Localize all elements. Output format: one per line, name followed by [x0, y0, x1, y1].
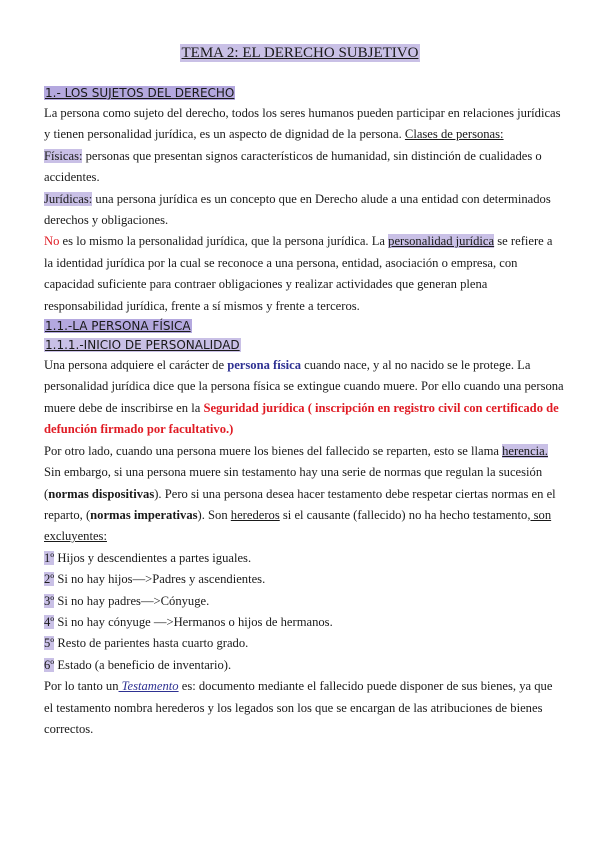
- herederos-list: [44, 548, 564, 676]
- normas-imperativas-term: normas imperativas: [90, 507, 198, 522]
- list-item: 3º Si no hay padres—>Cónyuge.: [44, 593, 210, 608]
- herencia-term: herencia.: [502, 443, 548, 458]
- section-heading-persona-fisica: 1.1.-LA PERSONA FÍSICA: [45, 319, 191, 334]
- list-item: 2º Si no hay hijos—>Padres y ascendientes.: [44, 572, 266, 587]
- paragraph-testamento: Por lo tanto un Testamento es: documento mediante el fallecido puede disponer de sus bienes, ya que el testamento nombra herederos y los legados son los que se encargan de las atribuciones de bienes correctos.: [44, 679, 553, 736]
- paragraph-juridicas: Jurídicas: una persona jurídica es un concepto que en Derecho alude a una entidad con determinados derechos y obligaciones.: [44, 191, 551, 228]
- testamento-term: Testamento: [118, 679, 179, 694]
- paragraph-intro: La persona como sujeto del derecho, todos los seres humanos pueden participar en relaciones jurídicas y tienen personalidad jurídica, es un aspecto de dignidad de la persona. Clases de personas:: [44, 106, 561, 142]
- paragraph-fisicas: Físicas: personas que presentan signos característicos de humanidad, sin distinción de cualidades o accidentes.: [44, 148, 542, 185]
- clases-label: Clases de personas:: [404, 127, 504, 142]
- juridicas-term: Jurídicas:: [44, 191, 93, 206]
- list-item: 4º Si no hay cónyuge —>Hermanos o hijos de hermanos.: [44, 614, 333, 629]
- section-heading-sujetos: 1.- LOS SUJETOS DEL DERECHO: [45, 86, 235, 100]
- paragraph-persona-fisica: Una persona adquiere el carácter de persona física cuando nace, y al no nacido se le protege. La personalidad jurídica dice que la persona física se extingue cuando muere. Por ello cuando una persona muere debe de inscribirse en la Seguridad jurídica ( inscripción en registro civil con certificado de defunción firmado por facultativo.): [44, 358, 564, 437]
- list-item: 6º Estado (a beneficio de inventario).: [44, 657, 232, 672]
- excluyentes-label: son excluyentes:: [44, 507, 552, 544]
- fisicas-term: Físicas:: [44, 148, 83, 163]
- list-item: 1º Hijos y descendientes a partes iguales.: [44, 550, 252, 565]
- document-body: [44, 84, 564, 740]
- persona-fisica-term: persona física: [227, 358, 302, 373]
- herederos-term: herederos: [230, 507, 280, 522]
- list-item: 5º Resto de parientes hasta cuarto grado.: [44, 636, 249, 651]
- seguridad-juridica-text: Seguridad jurídica ( inscripción en registro civil con certificado de defunción firmado por facultativo.): [44, 400, 559, 437]
- normas-dispositivas-term: normas dispositivas: [48, 486, 155, 501]
- no-word: No: [44, 234, 60, 249]
- paragraph-herencia: Por otro lado, cuando una persona muere los bienes del fallecido se reparten, esto se llama herencia. Sin embargo, si una persona muere sin testamento hay una serie de normas que regulan la sucesión (normas dispositivas). Pero si una persona desea hacer testamento debe respetar ciertas normas en el reparto, (normas imperativas). Son herederos si el causante (fallecido) no ha hecho testamento, son excluyentes:: [44, 443, 556, 544]
- paragraph-personalidad: No es lo mismo la personalidad jurídica, que la persona jurídica. La personalidad jurídica se refiere a la identidad jurídica por la cual se reconoce a una persona, entidad, asociación o empresa, con capacidad suficiente para contraer obligaciones y realizar actividades que generan plena responsabilidad jurídica, frente a sí mismos y frente a terceros.: [44, 234, 553, 313]
- document-title: TEMA 2: EL DERECHO SUBJETIVO: [181, 45, 419, 61]
- section-heading-inicio-personalidad: 1.1.1.-INICIO DE PERSONALIDAD: [45, 338, 240, 353]
- personalidad-term: personalidad jurídica: [388, 234, 495, 249]
